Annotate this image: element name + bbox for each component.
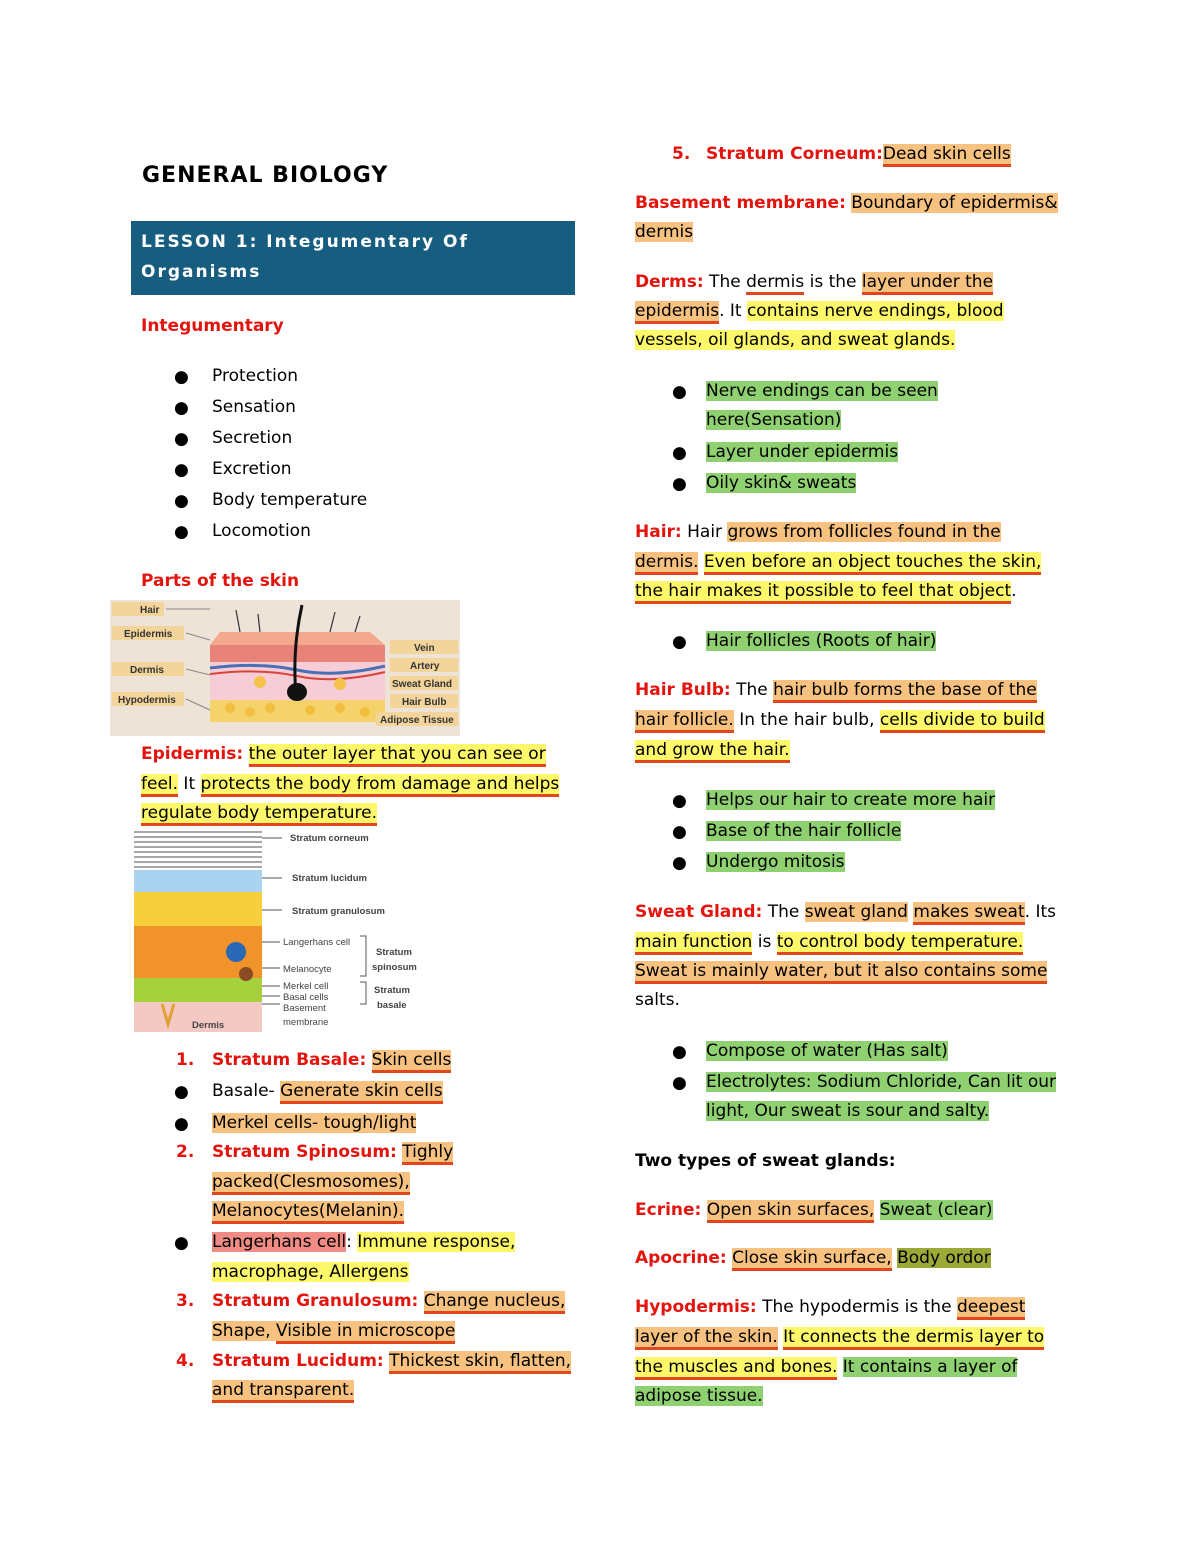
fig2-label-spinosum1: Stratum <box>376 947 412 958</box>
list-item: Electrolytes: Sodium Chloride, Can lit our <box>706 1072 1056 1092</box>
bullet: ● <box>672 791 687 811</box>
fig2-label-basement2: membrane <box>283 1017 329 1028</box>
langerhans-item: Langerhans cell: Immune response, <box>212 1232 516 1252</box>
bullet: ● <box>174 460 189 480</box>
epidermis-term: Epidermis: <box>141 744 244 764</box>
list-item: Base of the hair follicle <box>706 821 902 841</box>
parts-heading: Parts of the skin <box>141 571 300 591</box>
figure1-label-sweat-gland: Sweat Gland <box>392 679 453 690</box>
list-item: Nerve endings can be seen <box>706 381 938 401</box>
stratum-corneum-item: Stratum Corneum:Dead skin cells <box>706 143 1011 165</box>
list-item: Sensation <box>212 397 296 417</box>
bullet: ● <box>672 443 687 463</box>
list-item: Locomotion <box>212 521 311 541</box>
figure1-label-hair: Hair <box>140 605 160 616</box>
stratum-granulosum-item: Stratum Granulosum: Change nucleus, <box>212 1290 565 1312</box>
list-item: Compose of water (Has salt) <box>706 1041 948 1061</box>
fig2-label-lucidum: Stratum lucidum <box>292 873 367 884</box>
fig2-label-dermis: Dermis <box>192 1020 225 1031</box>
epidermis-layers-figure <box>132 828 417 1034</box>
apocrine-line: Apocrine: Close skin surface, Body ordor <box>635 1247 991 1269</box>
bullet: ● <box>672 822 687 842</box>
list-item: Basale- Generate skin cells <box>212 1080 443 1102</box>
bullet: ● <box>174 1114 189 1134</box>
basement-membrane-line1: Basement membrane: Boundary of epidermis& <box>635 193 1058 213</box>
stratum-basale-item: Stratum Basale: Skin cells <box>212 1049 451 1071</box>
list-item: Merkel cells- tough/light <box>212 1113 417 1133</box>
list-number: 1. <box>176 1050 195 1070</box>
integumentary-heading: Integumentary <box>141 316 284 336</box>
dermis-paragraph: Derms: The dermis is the layer under the <box>635 271 993 293</box>
ecrine-line: Ecrine: Open skin surfaces, Sweat (clear) <box>635 1199 993 1221</box>
bullet: ● <box>672 1042 687 1062</box>
bullet: ● <box>174 398 189 418</box>
bullet: ● <box>174 1082 189 1102</box>
figure1-label-vein: Vein <box>414 643 435 654</box>
fig2-label-merkel: Merkel cell <box>283 981 329 992</box>
fig2-label-melanocyte: Melanocyte <box>283 964 332 975</box>
fig2-label-langerhans: Langerhans cell <box>283 937 351 948</box>
fig2-label-basement1: Basement <box>283 1003 326 1014</box>
stratum-lucidum-item: Stratum Lucidum: Thickest skin, flatten, <box>212 1350 571 1372</box>
figure1-label-epidermis: Epidermis <box>124 629 173 640</box>
epidermis-line2: feel. It protects the body from damage and helps <box>141 773 559 795</box>
stratum-spinosum-item: Stratum Spinosum: Tighly <box>212 1141 453 1163</box>
list-item: Layer under epidermis <box>706 442 899 462</box>
list-number: 4. <box>176 1351 195 1371</box>
fig2-label-basale2: basale <box>377 1000 407 1011</box>
sweat-gland-paragraph: Sweat Gland: The sweat gland makes sweat. Its <box>635 901 1056 923</box>
list-number: 3. <box>176 1291 195 1311</box>
hypodermis-paragraph: Hypodermis: The hypodermis is the deepest <box>635 1296 1025 1318</box>
bullet: ● <box>672 474 687 494</box>
figure1-label-hair-bulb: Hair Bulb <box>402 697 447 708</box>
page-title: GENERAL BIOLOGY <box>142 163 389 188</box>
list-item: Oily skin& sweats <box>706 473 857 493</box>
bullet: ● <box>174 1233 189 1253</box>
epidermis-line1: Epidermis: the outer layer that you can see or <box>141 743 546 765</box>
sweat-types-heading: Two types of sweat glands: <box>635 1151 896 1171</box>
bullet: ● <box>174 429 189 449</box>
list-item: Helps our hair to create more hair <box>706 790 996 810</box>
list-number: 5. <box>672 144 691 164</box>
hair-bulb-paragraph: Hair Bulb: The hair bulb forms the base of the <box>635 679 1037 701</box>
list-item: Hair follicles (Roots of hair) <box>706 631 937 651</box>
figure1-label-adipose: Adipose Tissue <box>380 715 454 726</box>
figure1-label-artery: Artery <box>410 661 440 672</box>
lesson-banner <box>131 221 575 295</box>
epidermis-line3: regulate body temperature. <box>141 802 377 824</box>
bullet: ● <box>672 853 687 873</box>
hair-paragraph: Hair: Hair grows from follicles found in the <box>635 522 1001 542</box>
figure1-label-dermis: Dermis <box>130 665 164 676</box>
fig2-label-corneum: Stratum corneum <box>290 833 369 844</box>
skin-diagram-figure <box>110 600 460 736</box>
bullet: ● <box>174 491 189 511</box>
bullet: ● <box>174 522 189 542</box>
list-item: Protection <box>212 366 299 386</box>
figure1-label-hypodermis: Hypodermis <box>118 695 176 706</box>
bullet: ● <box>672 382 687 402</box>
bullet: ● <box>174 367 189 387</box>
list-number: 2. <box>176 1142 195 1162</box>
fig2-label-granulosum: Stratum granulosum <box>292 906 385 917</box>
lesson-title-line2: Organisms <box>141 262 262 282</box>
list-item: Secretion <box>212 428 293 448</box>
list-item: Undergo mitosis <box>706 852 845 872</box>
fig2-label-spinosum2: spinosum <box>372 962 417 973</box>
lesson-title-line1: LESSON 1: Integumentary Of <box>141 232 469 252</box>
bullet: ● <box>672 1073 687 1093</box>
fig2-label-basal: Basal cells <box>283 992 329 1003</box>
bullet: ● <box>672 632 687 652</box>
fig2-label-basale1: Stratum <box>374 985 410 996</box>
list-item: Body temperature <box>212 490 368 510</box>
list-item: Excretion <box>212 459 292 479</box>
